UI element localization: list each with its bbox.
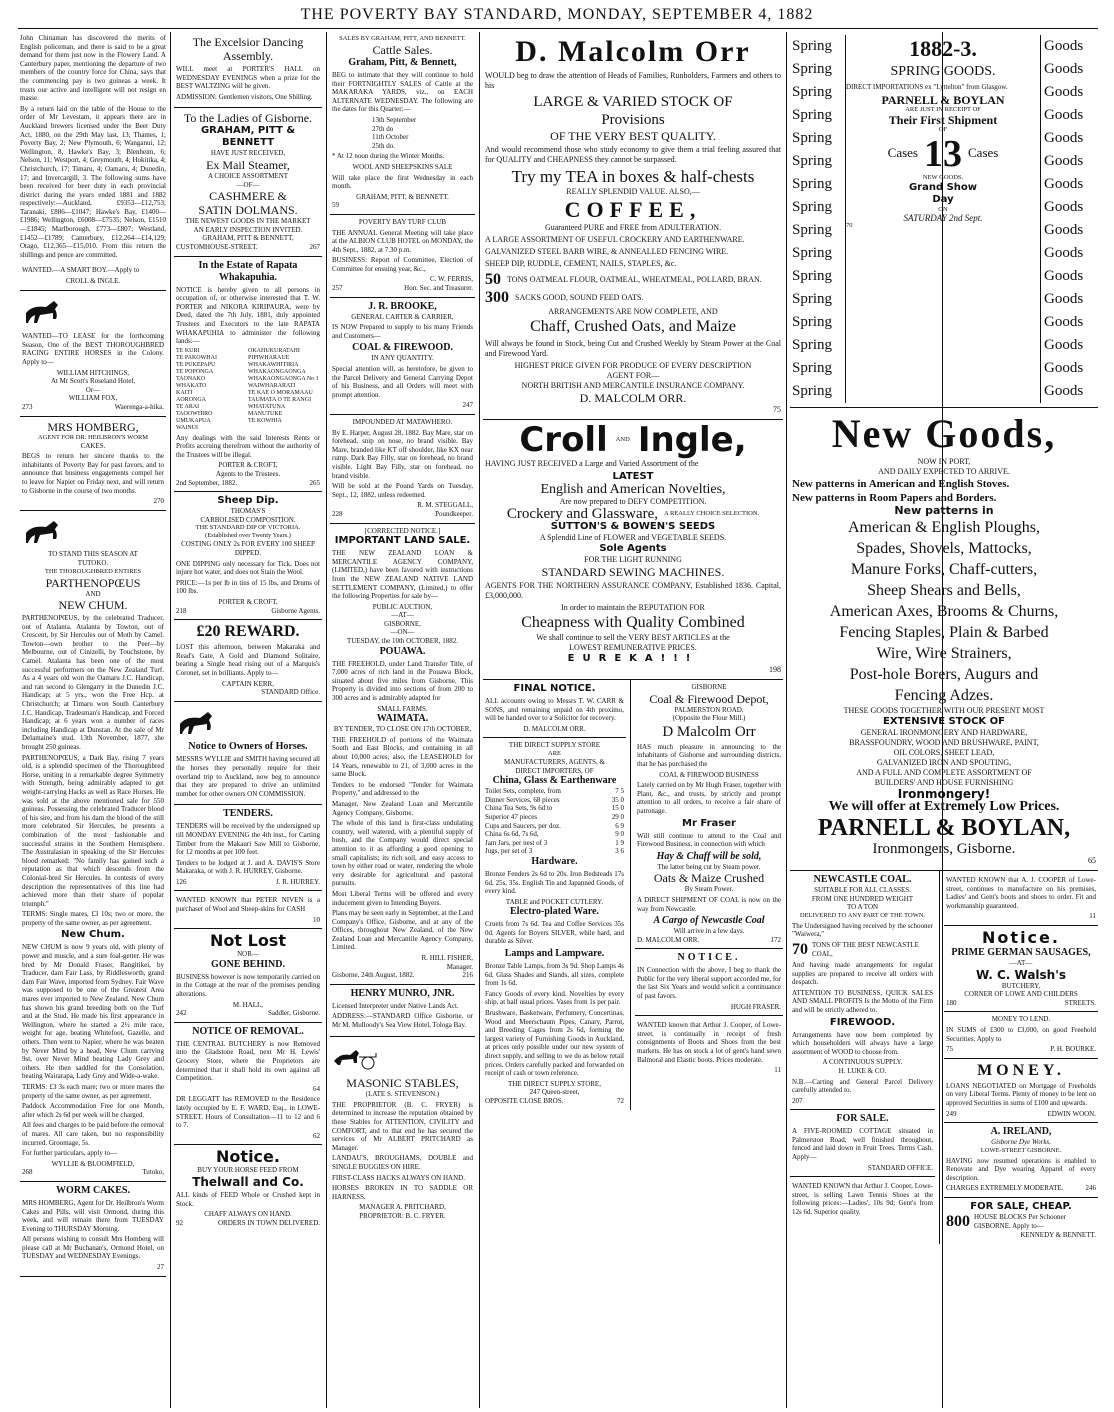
price-list bbox=[485, 787, 624, 856]
spring-word: Spring bbox=[792, 84, 833, 100]
column-6 bbox=[790, 32, 1098, 1408]
land-name: TE ARAI bbox=[176, 403, 200, 410]
ad-smart-boy: WANTED.—A SMART BOY.—Apply to CROLL & INGLE. bbox=[20, 261, 166, 290]
land-name: AORONGA bbox=[176, 396, 206, 403]
land-name: TE PUKEPAPU bbox=[176, 361, 216, 368]
ad-excelsior: The Excelsior Dancing Assembly. WILL meet at PORTER'S HALL on WEDNESDAY EVENINGS when a prize for the BEST WALTZING will be given. ADMISSION: Gentlemen visitors, One Shilling. bbox=[174, 32, 322, 108]
spring-word: Spring bbox=[792, 61, 833, 77]
ad-for-sale: FOR SALE. A FIVE-ROOMED COTTAGE situated in Palmerston Road, well finished throughout, fenced and laid down in Fruit Trees. Terms Cash. Apply— STANDARD OFFICE. bbox=[790, 1110, 935, 1177]
spring-word: Spring bbox=[792, 38, 833, 54]
column-6a bbox=[790, 871, 940, 1244]
ad-turf-club: POVERTY BAY TURF CLUB THE ANNUAL General Meeting will take place at the ALBION CLUB HOTEL on MONDAY, the 4th Sept., 1882, at 7.30 p.m. BUSINESS: Report of Committee, Election of Committee for ensuing year, &c., C. W. FERRIS, 257 Hon. Sec. and Treasurer. bbox=[330, 215, 475, 298]
spring-center: 1882-3. SPRING GOODS. DIRECT IMPORTATIONS ex "Lyttelton" from Glasgow. PARNELL & BOYLAN ARE JUST IN RECEIPT OF Their First Shipment OF Cases 13 Cases NEW GOODS. Grand Show Day ON SATURDAY 2nd Sept. 70 bbox=[846, 36, 1008, 230]
goods-word: Goods bbox=[1044, 222, 1084, 238]
ad-munro: HENRY MUNRO, JNR. Licensed Interpreter under Native Lands Act. ADDRESS:—STANDARD Office Gisborne, or Mr M. Mulloody's Sea View Hotel, Tologa Bay. bbox=[330, 985, 475, 1037]
price-value: 6 9 bbox=[615, 821, 624, 830]
spring-word: Spring bbox=[792, 199, 833, 215]
spring-word: Spring bbox=[792, 337, 833, 353]
ad-not-lost: Not Lost NOR— GONE BEHIND. BUSINESS however is now temporarily carried on in the Cottage at the rear of the premises pending alterations. M. HALL, 242 Saddler, Gisborne. bbox=[174, 929, 322, 1023]
ad-new-goods: New Goods, NOW IN PORT, AND DAILY EXPECTED TO ARRIVE. New patterns in American and English Stoves. New patterns in Room Papers and Borders. New patterns in American & English Ploughs, Spades, Shovels, Mattocks, Manure Forks, Chaff-cutters, Sheep Shears and Bells, American Axes, Brooms & Churns, Fencing Staples, Plain & Barbed Wire, Wire Strainers, Post-hole Borers, Augurs and Fencing Adzes. THESE GOODS TOGETHER WITH OUR PRESENT MOST EXTENSIVE STOCK OF GENERAL IRONMONGERY AND HARDWARE, BRASSFOUNDRY, WOOD AND BRUSHWARE, PAINT, OIL COLORS, SHEET LEAD, GALVANIZED IRON AND SPOUTING, AND A FULL AND COMPLETE ASSORTMENT OF BUILDERS' AND HOUSE FURNISHING Ironmongery! We will offer at Extremely Low Prices. PARNELL & BOYLAN, Ironmongers, Gisborne. 65 bbox=[790, 408, 1098, 871]
price-item: China 6s 6d, 7s 6d, bbox=[485, 830, 539, 839]
price-item: Superior 47 pieces bbox=[485, 812, 538, 821]
land-name: UMUKAPUA bbox=[176, 417, 211, 424]
ad-cattle-sales: SALES BY GRAHAM, PITT, AND BENNETT. Cattle Sales. Graham, Pitt, & Bennett, BEG to intimate that they will continue to hold their FORTNIGHTLY SALES of Cattle at the MAKARAKA YARDS, viz., on EACH ALTERNATE WEDNESDAY. The following are the dates for this Quarter:— 13th September 27th do 11th October 25th do. * At 12 noon during the Winter Months. WOOL AND SHEEPSKINS SALE Will take place the first Wednesday in each month. GRAHAM, PITT, & BENNETT. 59 bbox=[330, 32, 475, 215]
price-row bbox=[485, 787, 624, 796]
spring-column bbox=[792, 35, 846, 403]
ad-reward: £20 REWARD. LOST this afternoon, between Makaraka and Read's Gate, A Gold and Diamond Solitaire, bearing a Single head rising out of a Marquis's Coronet, set in brilliants. Apply to— CAPTAIN KERR, STANDARD Office. bbox=[174, 620, 322, 702]
goods-item: American Axes, Brooms & Churns, bbox=[829, 603, 1059, 620]
land-name: TE POPONGA bbox=[176, 368, 214, 375]
goods-word: Goods bbox=[1044, 337, 1084, 353]
price-item: Toilet Sets, complete, from bbox=[485, 787, 561, 796]
price-item: China Tea Sets, 9s 6d to bbox=[485, 804, 553, 813]
goods-word: Goods bbox=[1044, 153, 1084, 169]
price-row bbox=[485, 822, 624, 831]
sale-date: 27th do bbox=[372, 124, 394, 133]
ad-homberg: MRS HOMBERG, AGENT FOR DR. HEILBRON'S WORM CAKES. BEGS to return her sincere thanks to the inhabitants of Poverty Bay for past favors, and to announce that business engagements compel her to leave for Napier on Friday next, and will return to Gisborne in the course of two months. 270 bbox=[20, 417, 166, 511]
goods-word: Goods bbox=[1044, 61, 1084, 77]
price-row bbox=[485, 804, 624, 813]
ad-cooper-boots: WANTED known that Arthur J. Cooper, of Lowe-street, is continually in receipt of fresh consignments of Boots and Shoes from the best markets. He has on stock a lot of gent's hand sewn Balmoral and Elastic boots. Prices moderate. 11 bbox=[637, 1021, 781, 1075]
land-name: KAITI bbox=[176, 389, 193, 396]
goods-item: Fencing Staples, Plain & Barbed bbox=[839, 624, 1049, 641]
spring-word: Spring bbox=[792, 153, 833, 169]
column-5 bbox=[631, 680, 783, 1110]
price-value: 3 6 bbox=[615, 847, 624, 856]
land-name: WAIWHARARATI bbox=[248, 382, 296, 389]
land-name: WHAKAWHITIRIA bbox=[248, 361, 299, 368]
goods-item: Post-hole Borers, Augurs and bbox=[849, 666, 1039, 683]
price-item: Cups and Saucers, per doz. bbox=[485, 821, 561, 830]
carriage-icon bbox=[332, 1043, 378, 1071]
land-name: WHAKATO bbox=[176, 382, 207, 389]
ad-impounded: IMPOUNDED AT MATAWHERO. By E. Harper, August 28, 1882. Bay Mare, star on forehead, snip on nose, no brand visible. Bay Mare, branded like KT off shoulder, like KX near rump. Dark Bay Filly, star on forehead, no brand visible. Light Bay Filly, star on forehead, no brand visible. Will be sold at the Pound Yards on Tuesday, Sept., 12, 1882, unless redeemed. R. M. STEGGALL, 228 Poundkeeper. bbox=[330, 415, 475, 524]
ad-sheep-dip: Sheep Dip. THOMAS'S CARBOLISED COMPOSITION. THE STANDARD DIP OF VICTORIA. (Established over Twenty Years.) COSTING ONLY 2s FOR EVERY 100 SHEEP DIPPED. ONE DIPPING only necessary for Tick. Does not injure hot water, and does not Stain the Wool. PRICE:—1s per lb in tins of 15 lbs, and Drums of 100 lbs. PORTER & CROFT, 218 Gisborne Agents. bbox=[174, 492, 322, 620]
spring-word: Spring bbox=[792, 176, 833, 192]
spring-word: Spring bbox=[792, 107, 833, 123]
column-rule bbox=[170, 32, 171, 1408]
price-row bbox=[485, 847, 624, 856]
horse-icon bbox=[22, 297, 68, 325]
price-row bbox=[485, 839, 624, 848]
goods-item: Fencing Adzes. bbox=[894, 687, 994, 704]
land-name: TAOOWHIRO bbox=[176, 410, 213, 417]
goods-word: Goods bbox=[1044, 314, 1084, 330]
masthead: THE POVERTY BAY STANDARD, MONDAY, SEPTEMBER 4, 1882 bbox=[300, 6, 814, 23]
land-name: TAUMATA O TE RANGI bbox=[248, 396, 312, 403]
ad-niven: WANTED KNOWN that PETER NIVEN is a purchaser of Wool and Sheep-skins for CASH 10 bbox=[174, 891, 322, 929]
price-row bbox=[485, 830, 624, 839]
spring-word: Spring bbox=[792, 314, 833, 330]
ad-cooper-tennis: WANTED KNOWN that Arthur J. Cooper, Lowe-street, is selling Lawn Tennis Shoes at the following prices:—Ladies', 10s 9d; Gent's from 12s 6d. Superior quality. bbox=[792, 1182, 933, 1217]
goods-word: Goods bbox=[1044, 199, 1084, 215]
land-name: WAINUI bbox=[176, 424, 198, 431]
land-name: TE KAE O MORAMAAU bbox=[248, 389, 313, 396]
price-value: 29 0 bbox=[611, 812, 624, 821]
ad-stallions: TO STAND THIS SEASON AT TUTOKO. THE THOROUGHBRED ENTIRES PARTHENOPŒUS AND NEW CHUM. PARTHENOPŒUS, by the celebrated Traducer, out of Atalanta. Atalanta by Towton, out of Crescent, by Sir Hercules out of Moth by Camel. Towton—own brother to the Peer—by Melbourne, out of Cinizelli, by Touchstone, by Camel. Atalanta has been one of the most successful performers on the New Zealand Turf. As a 4 years old won the Oamaru J.C. Handicap, and ran second to Glengarry in the Dunedin J.C. Handicap; at 5 yrs., won the Free Hcp. at Christchurch; at Timaru won South Canterbury J.C. Handicap, Tradesman's Handicap, and Forced Handicap; at 6 years won a number of races including Handicap at Dunstan. At the sale of Mr Delamaine's stud, 13th November, 1877, she brought 250 guineas. PARTHENOPŒUS, a Dark Bay, rising 7 years old, is a splendid specimen of the Thoroughbred Horse, uniting in a remarkable degree Symmetry with Strength, being admirably adapted to get weight-carrying Hacks as well as Race Horses. He was sold at the above mentioned sale for 550 guineas. Possessing the celebrated Traducer blood of his sire, and from his dam the blood of the still more celebrated Sir Hercules, he presents a combination of the most fashionable and successful strains in the Southern Hemisphere. The Australasian in speaking of the Sir Hercules blood remarked: "No family has gained such a reputation as that which descends from the Colonial-bred Sir Hercules. In contests of every description the representatives of this line had achieved more than their share of popular triumph." TERMS: Single mares, £3 10s; two or more, the property of the same owner, as per agreement. New Chum. NEW CHUM is now 9 years old, with plenty of power and muscle, and a sure foal-getter. He was bred by Mr Donald Fraser, Rangitikei, by Traducer, dam Fair Lass, by Riddlesworth, grand dam Fair Wave, imported from Sydney. Fair Wave was supposed to be one of the Greatest Area mares ever imported to New Zealand. New Chum has shown his grand breeding both on the Turf and at the Stud. He made his first appearance in Wellington, where he started a 2½ mile race, weight for age, beating Whitefoot, Gazelle, and others. Then went to Napier, where he was beaten by Never Mind by a head, New Chum carrying 9st, over Never Mind beating Lady Grey and others. He then saddled for the Consolation, beating Wairarapa, Lady Grey and Wide-a-wake. TERMS: £3 3s each mare; two or more mares the property of the same owner, as per agreement. Paddock Accommodation Free for one Month, after which 2s 6d per week will be charged. All fees and charges to be paid before the removal of mares. All care taken, but no responsibility incurred. Groomage, 5s. For further particulars, apply to— WYLLIE & BLOOMFIELD, 268 Tutoko, bbox=[20, 511, 166, 1182]
ad-removal: NOTICE OF REMOVAL. THE CENTRAL BUTCHERY is now Removed into the Gladstone Road, next Mr H. Lewis' Grocery Store, where the Proprietors are determined that it shall hold its own against all Competition. 64 DR LEGGATT has REMOVED to the Residence lately occupied by E. F. WARD, Esq., in LOWE-STREET. Hours of Consultation—11 to 12 and 6 to 7. 62 bbox=[174, 1023, 322, 1146]
land-name: TE KOWHIA bbox=[248, 417, 282, 424]
ad-notice-fraser: NOTICE. IN Connection with the above, I beg to thank the Public for the very liberal support accorded me, for the last Six Years and would solicit a continuance of past favors. HUGH FRASER. bbox=[635, 949, 783, 1016]
spring-word: Spring bbox=[792, 222, 833, 238]
goods-item: Manure Forks, Chaff-cutters, bbox=[850, 561, 1038, 578]
ad-malcolm-orr: D. Malcolm Orr WOULD beg to draw the attention of Heads of Families, Runholders, Farmers and others to his LARGE & VARIED STOCK OF Provisions OF THE VERY BEST QUALITY. And would recommend those who study economy to give them a trial feeling assured that for QUALITY and CHEAPNESS they cannot be surpassed. Try my TEA in boxes & half-chests REALLY SPLENDID VALUE. ALSO,— COFFEE, Guaranteed PURE and FREE from ADULTERATION. A LARGE ASSORTMENT OF USEFUL CROCKERY AND EARTHENWARE. GALVANIZED STEEL BARB WIRE, & ANNEALLED FENCING WIRE. SHEEP DIP, RUDDLE, CEMENT, NAILS, STAPLES, &c. 50 TONS OATMEAL FLOUR, OATMEAL, WHEATMEAL, POLLARD, BRAN. 300 SACKS GOOD, SOUND FEED OATS. ARRANGEMENTS ARE NOW COMPLETE, AND Chaff, Crushed Oats, and Maize Will always be found in Stock, being Cut and Crushed Weekly by Steam Power at the Coal and Firewood Yard. HIGHEST PRICE GIVEN FOR PRODUCE OF EVERY DESCRIPTION AGENT FOR— NORTH BRITISH AND MERCANTILE INSURANCE COMPANY. D. MALCOLM ORR. 75 bbox=[483, 32, 783, 420]
column-7 bbox=[940, 871, 1098, 1244]
ad-direct-supply: THE DIRECT SUPPLY STORE ARE MANUFACTURERS, AGENTS, & DIRECT IMPORTERS, OF China, Glass & Earthenware Toilet Sets, complete, from 7 5 Dinner Services, 68 pieces 35 0 China Tea Sets, 9s 6d to 15 0 Superior 47 pieces 29 0 Cups and Saucers, per doz. 6 9 China 6s 6d, 7s 6d, 9 0 Jam Jars, per nest of 3 1 9 Jugs, per set of 3 3 6 Hardware. Bronze Fenders 2s 6d to 20s. Iron Bedsteads 17s 6d, 25s, 35s. English Tin and Japanned Goods, of every kind. TABLE and POCKET CUTLERY. Electro-plated Ware. Cruets from 7s 6d. Tea and Coffee Services 35s 0d. Agents for Boyers SILVER, while hard, and durable as Silver. Lamps and Lampware. Bronze Table Lamps, from 3s 9d. Shop Lamps 4s 6d. Glass Shades and Stands, all sizes, complete from 1s 6d. Fancy Goods of every kind. Novelties by every ship, at half usual prices. Vases from 1s per pair. Brushware, Basketware, Perfumery, Concertinas, Wood and Meerschaum Pipes, Canary, Parrot, and Breeding Cages from 2s 6d, forming the largest variety of Furnishing Goods in Auckland, at prices only possible under our new system of direct supply, and selling to we do as below retail prices. Orders carefully packed and forwarded on receipt of cash or town reference. THE DIRECT SUPPLY STORE, 247 Queen-street, OPPOSITE CLOSE BROS. 72 bbox=[485, 741, 624, 1105]
ad-rapata-estate: In the Estate of Rapata Whakapuhia. NOTICE is hereby given to all persons in occupation of, or otherwise interested that T. W. PORTER and NIKORA KIRIPAURA, were by Deed, dated the 7th July, 1881, duly appointed Trustees and Executors to the late RAPATA WHAKAPUHIA to administer the following lands:— TE KURI OKAHUKURATAHI TE PAKOWHAI PIPIWHARAUE TE PUKEPAPU WHAKAWHITIRIA TE POPONGA WHAKAONGAONGA TAONAKO WHAKAONGAONGA No 1 WHAKATO WAIWHARARATI KAITI TE KAE O MORAMAAU AORONGA TAUMATA O TE RANGI TE ARAI WHATATUNA TAOOWHIRO MANUTUKE UMUKAPUA TE KOWHIA WAINUI Any dealings with the said Interests Rents or Profits accruing therefrom without the authority of the Trustees will be illegal. PORTER & CROFT, Agents to the Trustees. 2nd September, 1882. 265 bbox=[174, 257, 322, 493]
column-1 bbox=[20, 32, 166, 1408]
column-4-lower bbox=[483, 680, 783, 1110]
sale-dates bbox=[332, 116, 473, 150]
price-row bbox=[485, 796, 624, 805]
ad-land-sale: [CORRECTED NOTICE.] IMPORTANT LAND SALE. THE NEW ZEALAND LOAN & MERCANTILE AGENCY COMPANY, (LIMITED,) have been favored with instructions from the NEW ZEALAND NATIVE LAND SETTLEMENT COMPANY, (Limited,) to offer the following Properties for sale by— PUBLIC AUCTION, —AT— GISBORNE, —ON— TUESDAY, the 10th OCTOBER, 1882. POUAWA. THE FREEHOLD, under Land Transfer Title, of 7,000 acres of rich land in the Pouawa Block, situated about five miles from Gisborne. This Property is divided into sections of from 200 to 300 acres and is admirably adapted for SMALL FARMS. WAIMATA. BY TENDER, TO CLOSE ON 17th OCTOBER, THE FREEHOLD of portions of the Waimata South and East Blocks, and containing in all about 10,000 acres; also, the LEASEHOLD for 14 Years, renewable to 21, of 3,000 acres in the same Block. Tenders to be endorsed "Tender for Waimata Property," and addressed to the Manager, New Zealand Loan and Mercantile Agency Company, Gisborne. The whole of this land is first-class undulating country, well watered, with a plentiful supply of bush, and the Company would direct special attention to it as affording a good opening to small capitalists; its rich soil, and easy access to town by either road or water, rendering the whole very desirable for agricultural and pastoral pursuits. Most Liberal Terms will be offered and every inducement given to Intending Buyers. Plans may be seen early in September, at the Land Company's Office, Gisborne, and at any of the Offices, throughout New Zealand, of the New Zealand Loan and Mercantile Agency Company, Limited. R. HILL FISHER, Manager. Gisborne, 24th August, 1882. 216 bbox=[330, 524, 475, 985]
lands-list bbox=[176, 348, 320, 432]
spring-word: Spring bbox=[792, 360, 833, 376]
column-2 bbox=[174, 32, 322, 1408]
price-value: 1 9 bbox=[615, 838, 624, 847]
land-name: MANUTUKE bbox=[248, 410, 283, 417]
ad-lease: WANTED—TO LEASE for the forthcoming Season, One of the BEST THOROUGHBRED RACING ENTIRE HORSES in the Colony. Apply to— WILLIAM HITCHINGS, At Mr Scott's Roseland Hotel, Or— WILLIAM FOX, 273 Waerenga-a-hika. bbox=[20, 291, 166, 417]
land-name: OKAHUKURATAHI bbox=[248, 347, 300, 354]
land-name: WHAKAONGAONGA No 1 bbox=[248, 375, 319, 382]
ad-money-lend: MONEY TO LEND. IN SUMS of £300 to £3,000, on good Freehold Securities. Apply to 75 P. H. BOURKE. bbox=[944, 1012, 1098, 1058]
spring-word: Spring bbox=[792, 268, 833, 284]
column-rule bbox=[326, 32, 327, 1408]
land-name: TAONAKO bbox=[176, 375, 206, 382]
ad-cooper-shoes: WANTED KNOWN that A. J. COOPER of Lowe-street, continues to manufacture on his premises, Ladies' and Gent's boots and shoes to order. Fit and workmanship guaranteed. 11 bbox=[944, 871, 1098, 926]
goods-word: Goods bbox=[1044, 291, 1084, 307]
ad-newcastle-coal: NEWCASTLE COAL. SUITABLE FOR ALL CLASSES. FROM ONE HUNDRED WEIGHT TO A TON DELIVERED TO ANY PART OF THE TOWN. The Undersigned having received by the schooner "Waiwera," 70 TONS OF THE BEST NEWCASTLE COAL, And having made arrangements for regular supplies are prepared to receive all orders with despatch. ATTENTION TO BUSINESS, QUICK SALES AND SMALL PROFITS Is the Motto of the Firm and will be strictly adhered to. FIREWOOD. Arrangements have now been completed by which householders will always have a large assortment of WOOD to choose from. A CONTINUOUS SUPPLY. H. LUKE & CO. N.B.—Carting and General Parcel Delivery carefully attended to. 207 bbox=[790, 871, 935, 1110]
spring-word: Spring bbox=[792, 291, 833, 307]
goods-word: Goods bbox=[1044, 84, 1084, 100]
goods-item: American & English Ploughs, bbox=[848, 519, 1040, 536]
goods-item: Sheep Shears and Bells, bbox=[867, 582, 1021, 599]
price-item: Dinner Services, 68 pieces bbox=[485, 795, 560, 804]
ad-tenders: TENDERS. TENDERS will be received by the undersigned up till MONDAY EVENING the 4th inst., for Carting Timber from the Makauri Saw Mill to Gisborne, for 12 months at per 100 feet. Tenders to be lodged at J. and A. DAVIS'S Store Makaraka, or with J. R. HURREY, Gisborne. 126 J. R. HURREY. bbox=[174, 805, 322, 891]
goods-column bbox=[1040, 35, 1096, 403]
goods-word: Goods bbox=[1044, 107, 1084, 123]
ad-sausages: Notice. PRIME GERMAN SAUSAGES, —AT— W. C. Walsh's BUTCHERY, CORNER OF LOWE AND CHILDERS 180 STREETS. bbox=[944, 926, 1098, 1012]
goods-word: Goods bbox=[1044, 130, 1084, 146]
ad-thelwall: Notice. BUY YOUR HORSE FEED FROM Thelwall and Co. ALL kinds of FEED Whole or Crushed kept in Stock. CHAFF ALWAYS ON HAND. 92 ORDERS IN TOWN DELIVERED. bbox=[176, 1147, 320, 1227]
column-rule bbox=[786, 32, 787, 1408]
sale-date: 13th September bbox=[372, 115, 417, 124]
article: By a return laid on the table of the House to the order of Mr Levestam, it appears there are in Auckland brewers licensed under the Beer Duty Act, 1880, on the 29th May last, 13; Thames, 1; Poverty Bay, 2; New Plymouth, 6; Wanganui, 12; Wellington, 8, Hawke's Bay, 3; Blenheim, 6; Nelson, 11; Westport, 4; Greymouth, 4; Hokitika, 4; Christchurch, 17; Timaru, 4; Oamaru, 4; Dunedin, 17; and Invercargill, 3. The following sums have been received for beer duty in each provincial district during the years ended 1881 and 1882 respectively:—Auckland, £9353—£12,753; Taranaki, £886—£1047; Hawke's Bay, £1400—£1986; Wellington, £6008—£7535; Nelson, £1510—£1845; Marlborough, £773—£807; Westland, £1452—£1789; Canterbury, £12,264—£14,129; Otago, £12,365—£15,010. From this return the shillings and pence are committed. bbox=[20, 104, 166, 259]
price-value: 7 5 bbox=[615, 787, 624, 796]
column-4a bbox=[483, 680, 631, 1110]
ad-worm-cakes: WORM CAKES. MRS HOMBERG, Agent for Dr. Heilbron's Worm Cakes and Pills, will visit Ormond, during this week, and will remain there from TUESDAY Evening to THURSDAY Morning. All persons wishing to consult Mrs Homberg will please call at Mr Buchanan's, Ormond Hotel, on TUESDAY and WEDNESDAY Evenings. 27 bbox=[20, 1182, 166, 1277]
ad-final-notice: FINAL NOTICE. ALL accounts owing to Messrs T. W. CARR & SONS, and remaining unpaid on 4th proximo, will be handed over to a Solicitor for recovery. D. MALCOLM ORR. bbox=[483, 680, 626, 738]
spring-word: Spring bbox=[792, 383, 833, 399]
price-row bbox=[485, 813, 624, 822]
land-name: WHAKAONGAONGA bbox=[248, 368, 306, 375]
goods-list bbox=[792, 517, 1096, 706]
ad-dye-works: A. IRELAND, Gisborne Dye Works, LOWE-STREET GISBORNE. HAVING now resumed operations is enabled to Renovate and Dye wearing Apparel of every description. CHARGES EXTREMELY MODERATE. 246 bbox=[944, 1123, 1098, 1198]
goods-word: Goods bbox=[1044, 360, 1084, 376]
price-value: 35 0 bbox=[611, 795, 624, 804]
ad-spring-goods bbox=[790, 32, 1098, 408]
price-value: 9 0 bbox=[615, 830, 624, 839]
ad-ladies: To the Ladies of Gisborne. GRAHAM, PITT & BENNETT HAVE JUST RECEIVED, Ex Mail Steamer, A CHOICE ASSORTMENT —OF— CASHMERE & SATIN DOLMANS. THE NEWEST GOODS IN THE MARKET AN EARLY INSPECTION INVITED. GRAHAM, PITT & BENNETT, CUSTOMHOUSE-STREET. 267 bbox=[174, 108, 322, 256]
goods-word: Goods bbox=[1044, 383, 1084, 399]
spring-word: Spring bbox=[792, 130, 833, 146]
article: John Chinaman has discovered the merits of English policeman, and there is said to be a great demand for them just now in the Flowery Land. A Canterbury paper, mentioning the departure of two members of the country force for China, says that the commencing pay is two guineas a week. It trusts our active and intelligent will not resign en masse. bbox=[20, 34, 166, 103]
horse-icon bbox=[22, 517, 68, 545]
column-6-lower bbox=[790, 871, 1098, 1244]
price-item: Jugs, per set of 3 bbox=[485, 847, 533, 856]
column-rule bbox=[479, 32, 480, 1408]
ad-brooke: J. R. BROOKE, GENERAL CARTER & CARRIER, IS NOW Prepared to supply to his many Friends and Customers— COAL & FIREWOOD. IN ANY QUANTITY. Special attention will, as heretofore, be given to the Parcel Delivery and General Carrying Depot of his Business, and all Orders will meet with prompt attention. 247 bbox=[330, 298, 475, 415]
ad-croll-ingle: Croll AND Ingle, HAVING JUST RECEIVED a Large and Varied Assortment of the LATEST English and American Novelties, Are now prepared to DEFY COMPETITION. Crockery and Glassware, A REALLY CHOICE SELECTION. SUTTON'S & BOWEN'S SEEDS A Splendid Line of FLOWER and VEGETABLE SEEDS. Sole Agents FOR THE LIGHT RUNNING STANDARD SEWING MACHINES. AGENTS FOR THE NORTHERN ASSURANCE COMPANY, Established 1836. Capital, £3,000,000. In order to maintain the REPUTATION FOR Cheapness with Quality Combined We shall continue to sell the VERY BEST ARTICLES at the LOWEST REMUNERATIVE PRICES. EUREKA!!! 198 bbox=[483, 420, 783, 680]
price-item: Jam Jars, per nest of 3 bbox=[485, 838, 548, 847]
land-name: TE KURI bbox=[176, 347, 200, 354]
ad-money: MONEY. LOANS NEGOTIATED on Mortgage of Freeholds on very Liberal Terms. Plenty of money to be lent on approved Securities in sums of £100 and upwards. 249 EDWIN WOON. bbox=[944, 1059, 1098, 1123]
ad-owners-horses: Notice to Owners of Horses. MESSRS WYLLIE and SMITH having secured all the horses they personally require for their overland trip to Auckland, now beg to announce that they are prepared to drive an unlimited number for other owners ON COMMISSION. bbox=[174, 702, 322, 806]
spring-word: Spring bbox=[792, 245, 833, 261]
land-name: TE PAKOWHAI bbox=[176, 354, 217, 361]
land-name bbox=[248, 425, 320, 432]
goods-word: Goods bbox=[1044, 268, 1084, 284]
price-value: 15 0 bbox=[611, 804, 624, 813]
horse-icon bbox=[176, 708, 222, 736]
goods-word: Goods bbox=[1044, 38, 1084, 54]
sale-date: 25th do. bbox=[372, 141, 395, 150]
goods-item: Wire, Wire Strainers, bbox=[876, 645, 1012, 662]
ad-sale-cheap: FOR SALE, CHEAP. 800 HOUSE BLOCKS Per Schooner GISBORNE. Apply to— KENNEDY & BENNETT. bbox=[946, 1201, 1096, 1240]
goods-word: Goods bbox=[1044, 245, 1084, 261]
column-3 bbox=[330, 32, 475, 1408]
column-4 bbox=[483, 32, 783, 1408]
goods-word: Goods bbox=[1044, 176, 1084, 192]
ad-coal-depot: GISBORNE Coal & Firewood Depot, PALMERSTON ROAD. (Opposite the Flour Mill.) D Malcolm Orr HAS much pleasure in announcing to the inhabitants of Gisborne and surrounding districts, that he has purchased the COAL & FIREWOOD BUSINESS Lately carried on by Mr Hugh Fraser, together with Plant, &c., and trusts, by strictly and prompt attention to all orders, to receive a fair share of patronage. Mr Fraser Will still continue to attend to the Coal and Firewood Business, in connection with which Hay & Chaff will be sold, The latter being cut by Steam power. Oats & Maize Crushed By Steam Power. A DIRECT SHIPMENT OF COAL is now on the way from Newcastle. A Cargo of Newcastle Coal Will arrive in a few days. D. MALCOLM ORR. 172 bbox=[635, 680, 783, 949]
land-name: PIPIWHARAUE bbox=[248, 354, 290, 361]
masthead-rule bbox=[18, 28, 1098, 29]
ad-masonic-stables: MASONIC STABLES, (LATE S. STEVENSON.) THE PROPRIETOR (B. C. FRYER) is determined to increase the reputation obtained by these Stables for ATTENTION, CIVILITY and COMFORT, and to that end he has secured the services of Mr ALBERT PRITCHARD as Manager. LANDAU'S, BROUGHAMS, DOUBLE and SINGLE BUGGIES ON HIRE. FIRST-CLASS HACKS ALWAYS ON HAND. HORSES BROKEN IN TO SADDLE OR HARNESS. MANAGER A. PRITCHARD, PROPRIETOR: B. C. FRYER. bbox=[330, 1037, 475, 1225]
sale-date: 11th October bbox=[372, 133, 409, 142]
goods-item: Spades, Shovels, Mattocks, bbox=[856, 540, 1032, 557]
land-name: WHATATUNA bbox=[248, 403, 286, 410]
